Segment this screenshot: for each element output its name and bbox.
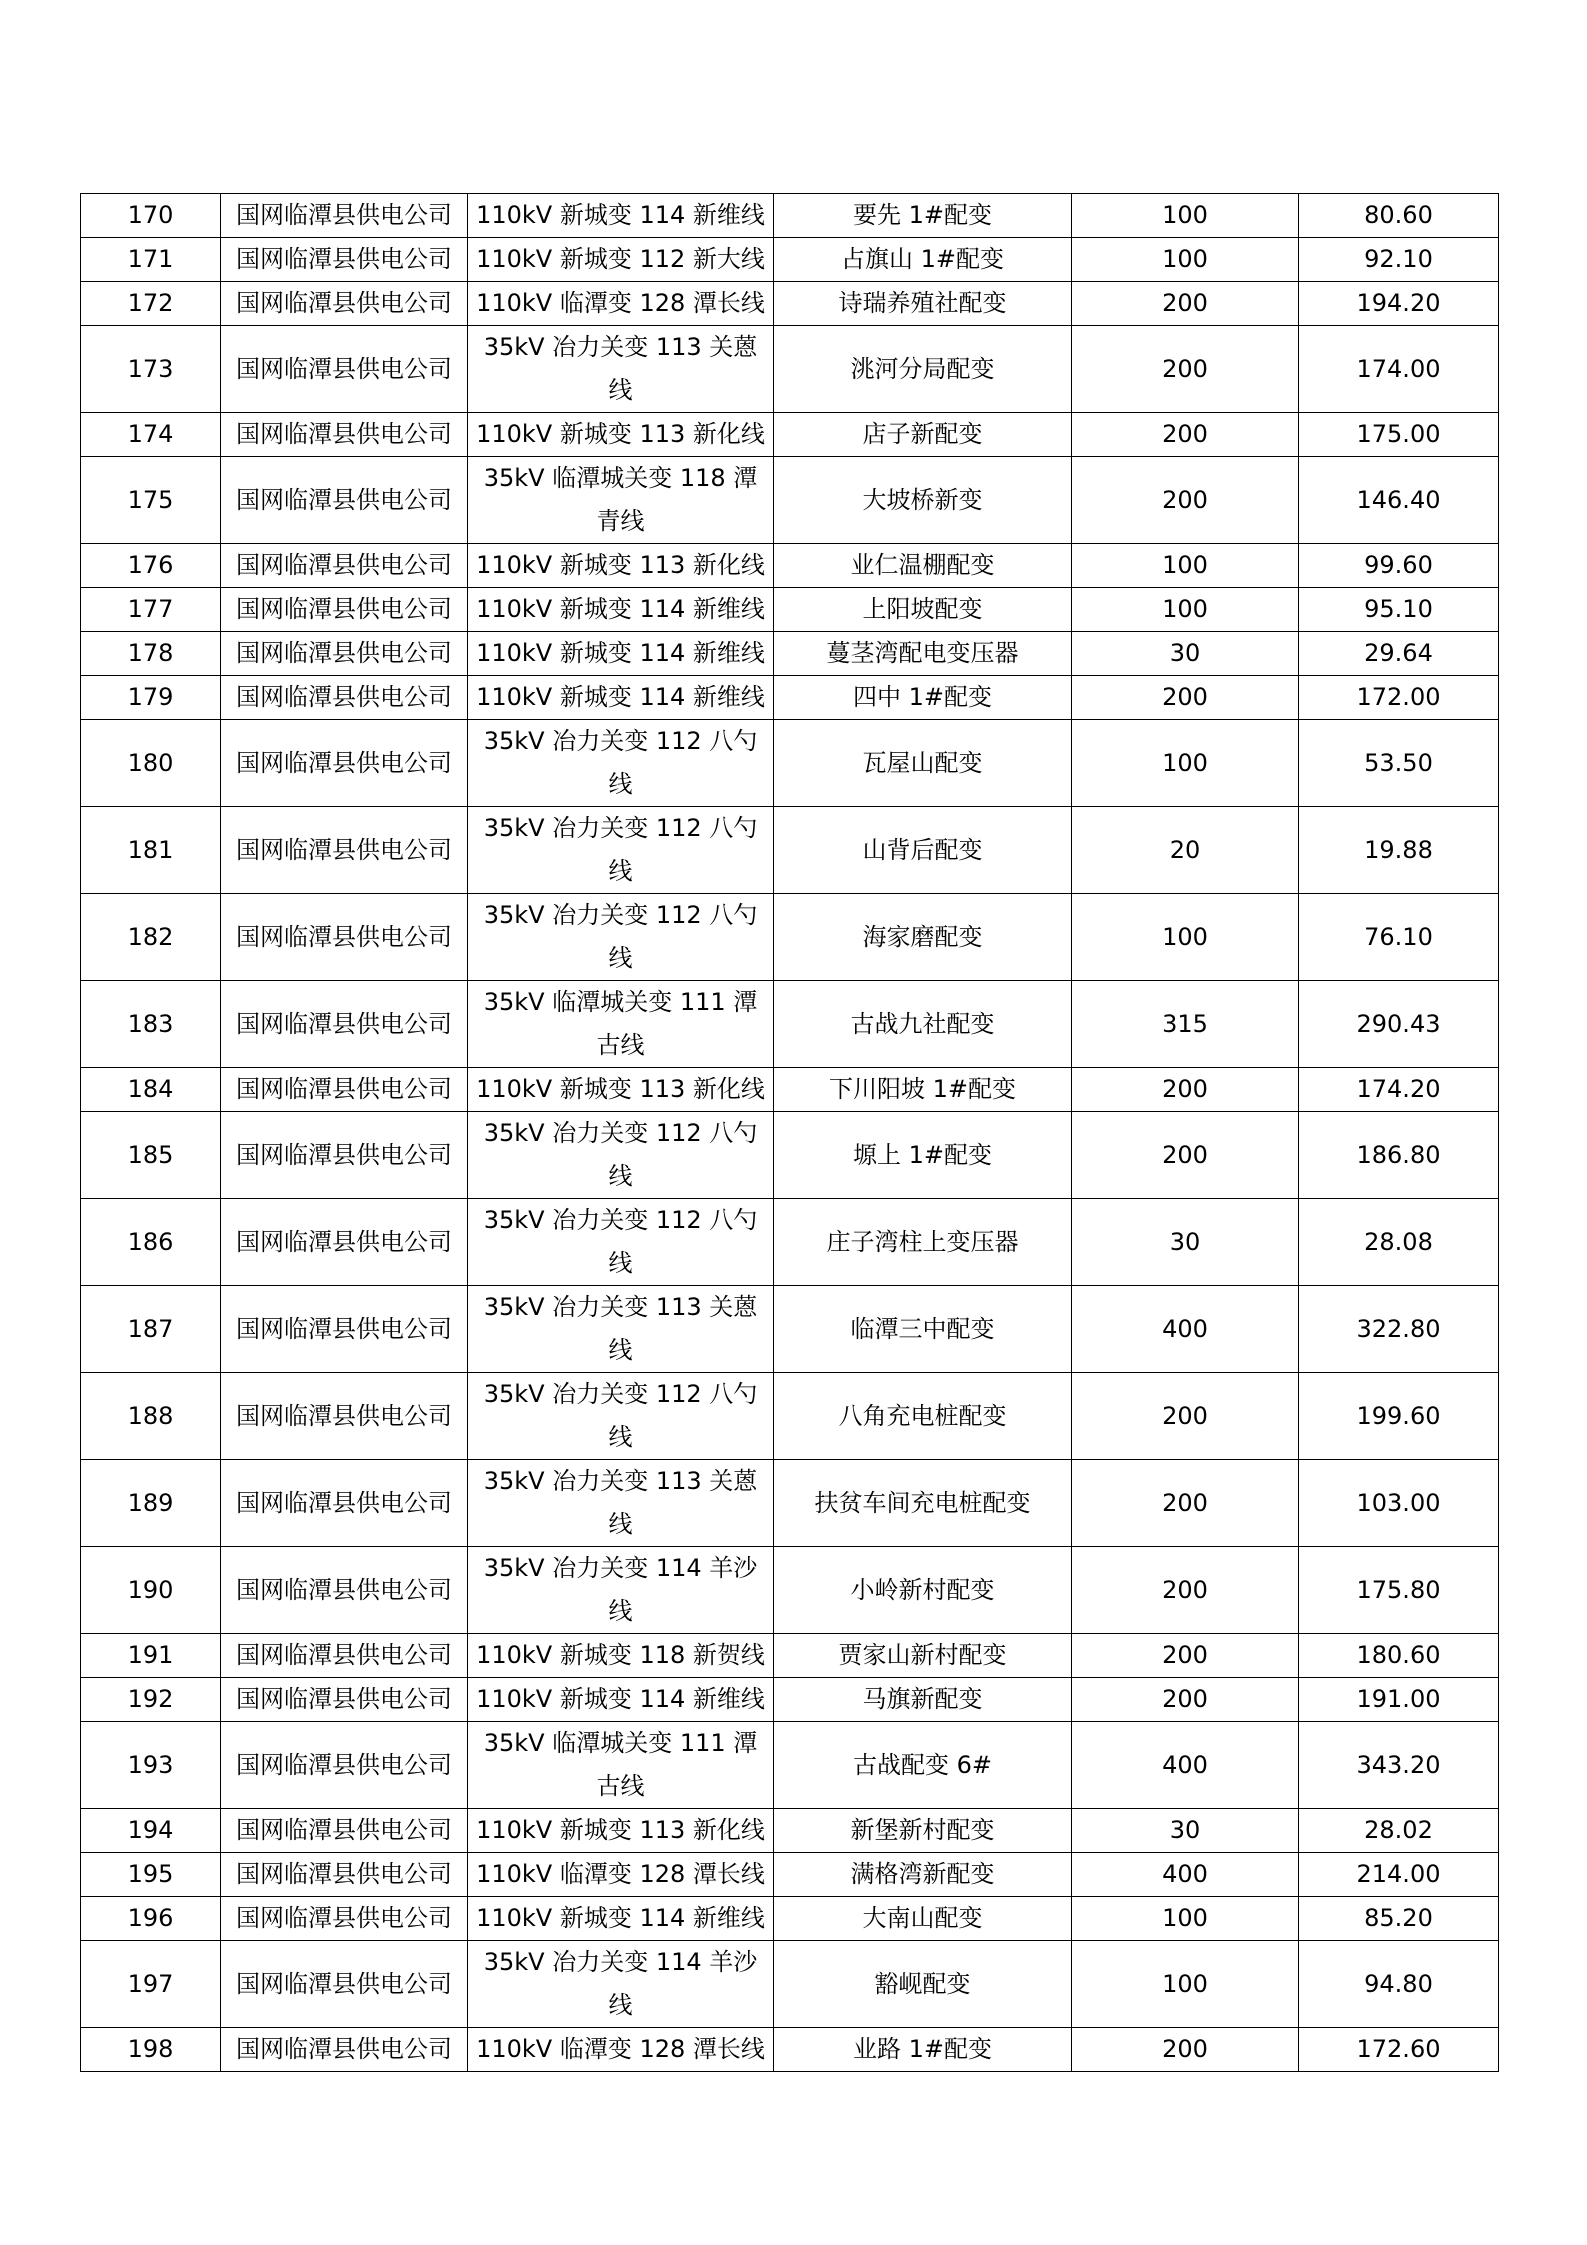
value-cell: 199.60: [1299, 1373, 1499, 1460]
company-cell: 国网临潭县供电公司: [221, 413, 468, 457]
line-cell: 110kV 新城变 113 新化线: [468, 1068, 774, 1112]
value-cell: 146.40: [1299, 457, 1499, 544]
table-row: [81, 1286, 1499, 1373]
value-cell: 92.10: [1299, 238, 1499, 282]
row-number-cell: 173: [81, 326, 221, 413]
row-number-cell: 193: [81, 1722, 221, 1809]
line-cell: 35kV 冶力关变 114 羊沙线: [468, 1941, 774, 2028]
transformer-name-cell: 上阳坡配变: [774, 588, 1072, 632]
table-row: [81, 1853, 1499, 1897]
company-cell: 国网临潭县供电公司: [221, 1199, 468, 1286]
row-number-cell: 190: [81, 1547, 221, 1634]
row-number-cell: 185: [81, 1112, 221, 1199]
value-cell: 322.80: [1299, 1286, 1499, 1373]
table-row: [81, 326, 1499, 413]
capacity-cell: 30: [1072, 1199, 1299, 1286]
transformer-name-cell: 大坡桥新变: [774, 457, 1072, 544]
row-number-cell: 197: [81, 1941, 221, 2028]
company-cell: 国网临潭县供电公司: [221, 1941, 468, 2028]
company-cell: 国网临潭县供电公司: [221, 1634, 468, 1678]
transformer-name-cell: 临潭三中配变: [774, 1286, 1072, 1373]
transformer-name-cell: 古战配变 6#: [774, 1722, 1072, 1809]
table-row: [81, 2028, 1499, 2072]
row-number-cell: 177: [81, 588, 221, 632]
value-cell: 174.20: [1299, 1068, 1499, 1112]
table-row: [81, 1634, 1499, 1678]
capacity-cell: 200: [1072, 676, 1299, 720]
value-cell: 172.60: [1299, 2028, 1499, 2072]
line-cell: 110kV 新城变 114 新维线: [468, 632, 774, 676]
row-number-cell: 192: [81, 1678, 221, 1722]
table-row: [81, 194, 1499, 238]
value-cell: 175.00: [1299, 413, 1499, 457]
company-cell: 国网临潭县供电公司: [221, 1809, 468, 1853]
capacity-cell: 100: [1072, 194, 1299, 238]
company-cell: 国网临潭县供电公司: [221, 1460, 468, 1547]
line-cell: 110kV 临潭变 128 潭长线: [468, 1853, 774, 1897]
company-cell: 国网临潭县供电公司: [221, 894, 468, 981]
value-cell: 174.00: [1299, 326, 1499, 413]
capacity-cell: 400: [1072, 1722, 1299, 1809]
transformer-name-cell: 业仁温棚配变: [774, 544, 1072, 588]
row-number-cell: 172: [81, 282, 221, 326]
company-cell: 国网临潭县供电公司: [221, 1853, 468, 1897]
capacity-cell: 30: [1072, 1809, 1299, 1853]
value-cell: 85.20: [1299, 1897, 1499, 1941]
table-row: [81, 1941, 1499, 2028]
line-cell: 110kV 新城变 118 新贺线: [468, 1634, 774, 1678]
line-cell: 35kV 冶力关变 112 八勺线: [468, 1112, 774, 1199]
transformer-name-cell: 洮河分局配变: [774, 326, 1072, 413]
row-number-cell: 181: [81, 807, 221, 894]
table-row: [81, 1722, 1499, 1809]
transformer-name-cell: 业路 1#配变: [774, 2028, 1072, 2072]
table-row: [81, 1373, 1499, 1460]
line-cell: 35kV 冶力关变 112 八勺线: [468, 807, 774, 894]
transformer-name-cell: 下川阳坡 1#配变: [774, 1068, 1072, 1112]
line-cell: 35kV 冶力关变 112 八勺线: [468, 1199, 774, 1286]
table-row: [81, 1112, 1499, 1199]
value-cell: 28.08: [1299, 1199, 1499, 1286]
value-cell: 343.20: [1299, 1722, 1499, 1809]
line-cell: 110kV 新城变 113 新化线: [468, 1809, 774, 1853]
table-row: [81, 676, 1499, 720]
line-cell: 110kV 新城变 114 新维线: [468, 1897, 774, 1941]
transformer-name-cell: 要先 1#配变: [774, 194, 1072, 238]
company-cell: 国网临潭县供电公司: [221, 1678, 468, 1722]
table-row: [81, 1809, 1499, 1853]
capacity-cell: 200: [1072, 1068, 1299, 1112]
table-row: [81, 282, 1499, 326]
table-row: [81, 1068, 1499, 1112]
transformer-table: [80, 193, 1499, 2072]
capacity-cell: 100: [1072, 238, 1299, 282]
value-cell: 29.64: [1299, 632, 1499, 676]
company-cell: 国网临潭县供电公司: [221, 632, 468, 676]
table-row: [81, 413, 1499, 457]
company-cell: 国网临潭县供电公司: [221, 194, 468, 238]
row-number-cell: 176: [81, 544, 221, 588]
value-cell: 172.00: [1299, 676, 1499, 720]
line-cell: 110kV 临潭变 128 潭长线: [468, 2028, 774, 2072]
capacity-cell: 200: [1072, 282, 1299, 326]
line-cell: 35kV 冶力关变 113 关蒽线: [468, 1286, 774, 1373]
transformer-name-cell: 海家磨配变: [774, 894, 1072, 981]
row-number-cell: 171: [81, 238, 221, 282]
table-row: [81, 588, 1499, 632]
value-cell: 99.60: [1299, 544, 1499, 588]
company-cell: 国网临潭县供电公司: [221, 1286, 468, 1373]
row-number-cell: 189: [81, 1460, 221, 1547]
capacity-cell: 20: [1072, 807, 1299, 894]
transformer-name-cell: 店子新配变: [774, 413, 1072, 457]
value-cell: 80.60: [1299, 194, 1499, 238]
row-number-cell: 198: [81, 2028, 221, 2072]
value-cell: 290.43: [1299, 981, 1499, 1068]
transformer-name-cell: 瓦屋山配变: [774, 720, 1072, 807]
transformer-name-cell: 小岭新村配变: [774, 1547, 1072, 1634]
company-cell: 国网临潭县供电公司: [221, 1722, 468, 1809]
value-cell: 76.10: [1299, 894, 1499, 981]
company-cell: 国网临潭县供电公司: [221, 981, 468, 1068]
transformer-name-cell: 诗瑞养殖社配变: [774, 282, 1072, 326]
capacity-cell: 200: [1072, 1112, 1299, 1199]
table-row: [81, 720, 1499, 807]
line-cell: 110kV 新城变 113 新化线: [468, 544, 774, 588]
table-row: [81, 807, 1499, 894]
row-number-cell: 183: [81, 981, 221, 1068]
table-row: [81, 1678, 1499, 1722]
company-cell: 国网临潭县供电公司: [221, 2028, 468, 2072]
row-number-cell: 196: [81, 1897, 221, 1941]
transformer-name-cell: 塬上 1#配变: [774, 1112, 1072, 1199]
value-cell: 186.80: [1299, 1112, 1499, 1199]
line-cell: 110kV 新城变 114 新维线: [468, 676, 774, 720]
company-cell: 国网临潭县供电公司: [221, 720, 468, 807]
table-row: [81, 894, 1499, 981]
table-row: [81, 981, 1499, 1068]
value-cell: 19.88: [1299, 807, 1499, 894]
value-cell: 94.80: [1299, 1941, 1499, 2028]
table-row: [81, 1897, 1499, 1941]
transformer-name-cell: 新堡新村配变: [774, 1809, 1072, 1853]
row-number-cell: 170: [81, 194, 221, 238]
value-cell: 53.50: [1299, 720, 1499, 807]
line-cell: 35kV 冶力关变 112 八勺线: [468, 894, 774, 981]
company-cell: 国网临潭县供电公司: [221, 1068, 468, 1112]
transformer-name-cell: 扶贫车间充电桩配变: [774, 1460, 1072, 1547]
capacity-cell: 100: [1072, 720, 1299, 807]
table-row: [81, 1460, 1499, 1547]
line-cell: 35kV 冶力关变 113 关蒽线: [468, 326, 774, 413]
capacity-cell: 200: [1072, 1373, 1299, 1460]
value-cell: 194.20: [1299, 282, 1499, 326]
row-number-cell: 186: [81, 1199, 221, 1286]
capacity-cell: 100: [1072, 1941, 1299, 2028]
company-cell: 国网临潭县供电公司: [221, 238, 468, 282]
capacity-cell: 100: [1072, 544, 1299, 588]
company-cell: 国网临潭县供电公司: [221, 544, 468, 588]
capacity-cell: 200: [1072, 457, 1299, 544]
company-cell: 国网临潭县供电公司: [221, 588, 468, 632]
capacity-cell: 200: [1072, 1547, 1299, 1634]
table-body: [81, 194, 1499, 2072]
value-cell: 180.60: [1299, 1634, 1499, 1678]
row-number-cell: 174: [81, 413, 221, 457]
line-cell: 110kV 新城变 114 新维线: [468, 588, 774, 632]
transformer-name-cell: 八角充电桩配变: [774, 1373, 1072, 1460]
capacity-cell: 200: [1072, 413, 1299, 457]
capacity-cell: 30: [1072, 632, 1299, 676]
capacity-cell: 100: [1072, 588, 1299, 632]
line-cell: 35kV 冶力关变 114 羊沙线: [468, 1547, 774, 1634]
company-cell: 国网临潭县供电公司: [221, 807, 468, 894]
value-cell: 191.00: [1299, 1678, 1499, 1722]
row-number-cell: 175: [81, 457, 221, 544]
row-number-cell: 179: [81, 676, 221, 720]
transformer-name-cell: 四中 1#配变: [774, 676, 1072, 720]
value-cell: 214.00: [1299, 1853, 1499, 1897]
company-cell: 国网临潭县供电公司: [221, 282, 468, 326]
company-cell: 国网临潭县供电公司: [221, 1373, 468, 1460]
value-cell: 28.02: [1299, 1809, 1499, 1853]
transformer-name-cell: 大南山配变: [774, 1897, 1072, 1941]
row-number-cell: 188: [81, 1373, 221, 1460]
transformer-name-cell: 贾家山新村配变: [774, 1634, 1072, 1678]
capacity-cell: 100: [1072, 894, 1299, 981]
company-cell: 国网临潭县供电公司: [221, 1897, 468, 1941]
line-cell: 110kV 新城变 114 新维线: [468, 194, 774, 238]
company-cell: 国网临潭县供电公司: [221, 676, 468, 720]
line-cell: 35kV 临潭城关变 111 潭古线: [468, 1722, 774, 1809]
value-cell: 103.00: [1299, 1460, 1499, 1547]
transformer-name-cell: 山背后配变: [774, 807, 1072, 894]
table-row: [81, 457, 1499, 544]
value-cell: 95.10: [1299, 588, 1499, 632]
capacity-cell: 400: [1072, 1853, 1299, 1897]
row-number-cell: 178: [81, 632, 221, 676]
transformer-name-cell: 满格湾新配变: [774, 1853, 1072, 1897]
table-row: [81, 632, 1499, 676]
capacity-cell: 315: [1072, 981, 1299, 1068]
capacity-cell: 200: [1072, 1460, 1299, 1547]
table-row: [81, 238, 1499, 282]
table-row: [81, 1547, 1499, 1634]
company-cell: 国网临潭县供电公司: [221, 326, 468, 413]
capacity-cell: 400: [1072, 1286, 1299, 1373]
capacity-cell: 100: [1072, 1897, 1299, 1941]
company-cell: 国网临潭县供电公司: [221, 457, 468, 544]
line-cell: 35kV 临潭城关变 111 潭古线: [468, 981, 774, 1068]
company-cell: 国网临潭县供电公司: [221, 1112, 468, 1199]
line-cell: 35kV 冶力关变 112 八勺线: [468, 720, 774, 807]
transformer-name-cell: 马旗新配变: [774, 1678, 1072, 1722]
row-number-cell: 182: [81, 894, 221, 981]
row-number-cell: 195: [81, 1853, 221, 1897]
row-number-cell: 180: [81, 720, 221, 807]
table-row: [81, 1199, 1499, 1286]
line-cell: 110kV 新城变 112 新大线: [468, 238, 774, 282]
row-number-cell: 191: [81, 1634, 221, 1678]
line-cell: 35kV 冶力关变 113 关蒽线: [468, 1460, 774, 1547]
row-number-cell: 194: [81, 1809, 221, 1853]
capacity-cell: 200: [1072, 2028, 1299, 2072]
row-number-cell: 184: [81, 1068, 221, 1112]
line-cell: 35kV 临潭城关变 118 潭青线: [468, 457, 774, 544]
transformer-name-cell: 占旗山 1#配变: [774, 238, 1072, 282]
transformer-name-cell: 庄子湾柱上变压器: [774, 1199, 1072, 1286]
value-cell: 175.80: [1299, 1547, 1499, 1634]
transformer-name-cell: 蔓茎湾配电变压器: [774, 632, 1072, 676]
line-cell: 35kV 冶力关变 112 八勺线: [468, 1373, 774, 1460]
line-cell: 110kV 新城变 114 新维线: [468, 1678, 774, 1722]
line-cell: 110kV 新城变 113 新化线: [468, 413, 774, 457]
company-cell: 国网临潭县供电公司: [221, 1547, 468, 1634]
capacity-cell: 200: [1072, 326, 1299, 413]
table-row: [81, 544, 1499, 588]
line-cell: 110kV 临潭变 128 潭长线: [468, 282, 774, 326]
capacity-cell: 200: [1072, 1678, 1299, 1722]
transformer-name-cell: 古战九社配变: [774, 981, 1072, 1068]
capacity-cell: 200: [1072, 1634, 1299, 1678]
row-number-cell: 187: [81, 1286, 221, 1373]
transformer-name-cell: 豁岘配变: [774, 1941, 1072, 2028]
